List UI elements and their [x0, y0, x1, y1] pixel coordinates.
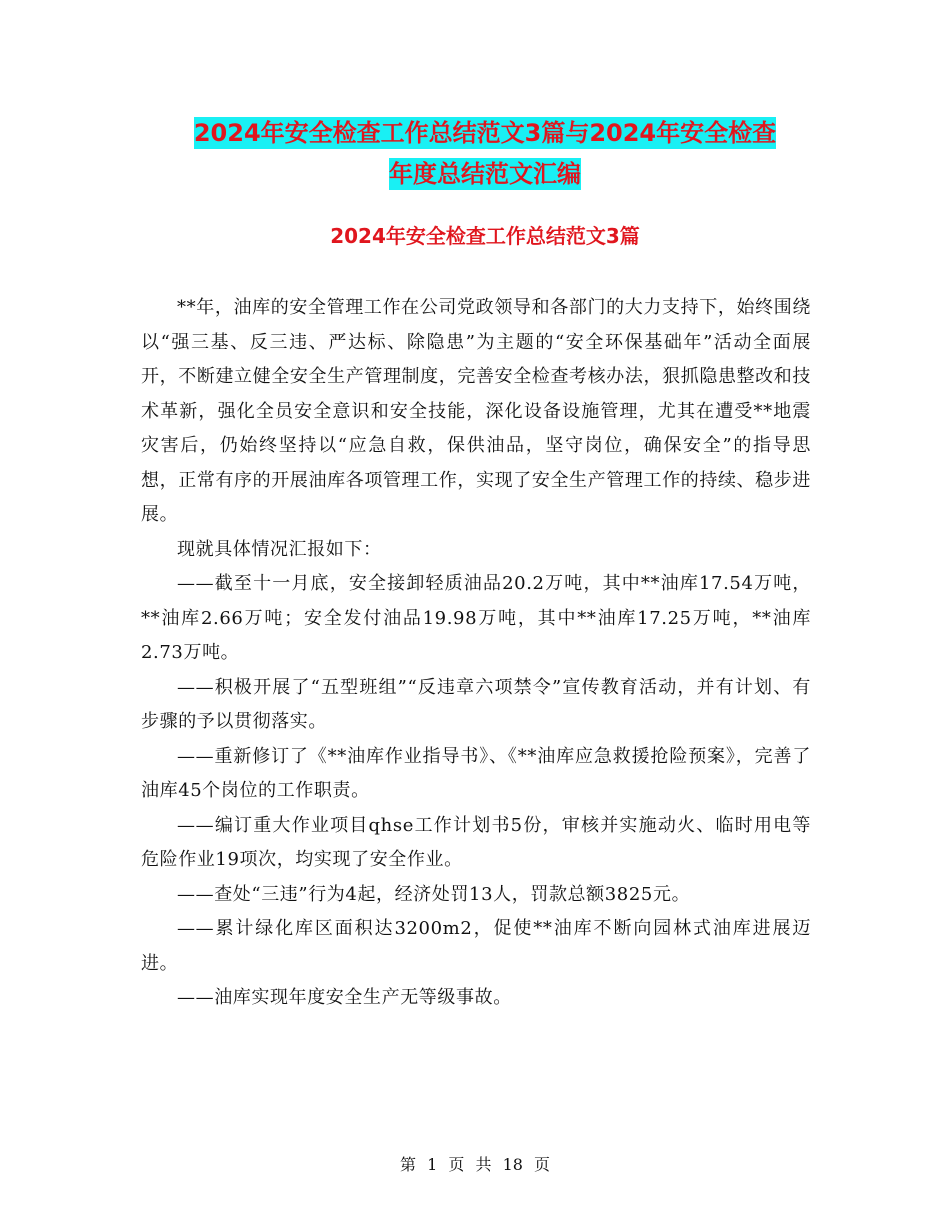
body-paragraph: ——编订重大作业项目qhse工作计划书5份，审核并实施动火、临时用电等危险作业19项次，均实现了安全作业。: [141, 814, 811, 870]
document-title-line-1: [140, 112, 830, 154]
title-highlight: 2024年安全检查工作总结范文3篇与2024年安全检查: [193, 119, 777, 147]
body-paragraph: ——重新修订了《**油库作业指导书》、《**油库应急救援抢险预案》，完善了油库45个岗位的工作职责。: [141, 745, 811, 801]
document-body: [141, 291, 811, 1016]
footer-label-total: 共: [475, 1155, 492, 1174]
body-paragraph: ——累计绿化库区面积达3200m2，促使**油库不断向园林式油库进展迈进。: [141, 918, 811, 974]
title-highlight: 年度总结范文汇编: [389, 160, 581, 188]
document-title-line-2: [140, 153, 830, 195]
footer-label-of: 页: [448, 1155, 465, 1174]
footer-current-page: 1: [427, 1155, 438, 1174]
body-paragraph: ——截至十一月底，安全接卸轻质油品20.2万吨，其中**油库17.54万吨，**油库2.66万吨；安全发付油品19.98万吨，其中**油库17.25万吨，**油库2.73万吨。: [141, 573, 811, 663]
body-paragraph: ——积极开展了“五型班组”“反违章六项禁令”宣传教育活动，并有计划、有步骤的予以贯彻落实。: [141, 676, 811, 732]
footer-label-page: 第: [399, 1155, 416, 1174]
footer-label-end: 页: [534, 1155, 551, 1174]
body-paragraph: ——查处“三违”行为4起，经济处罚13人，罚款总额3825元。: [177, 883, 691, 905]
body-paragraph: ——油库实现年度安全生产无等级事故。: [177, 987, 512, 1008]
section-title: 2024年安全检查工作总结范文3篇: [330, 224, 640, 248]
body-paragraph: 现就具体情况汇报如下：: [177, 538, 382, 560]
page-footer: [0, 1154, 950, 1176]
body-paragraph: **年，油库的安全管理工作在公司党政领导和各部门的大力支持下，始终围绕以“强三基、反三违、严达标、除隐患”为主题的“安全环保基础年”活动全面展开，不断建立健全安全生产管理制度，完善安全检查考核办法，狠抓隐患整改和技术革新，强化全员安全意识和安全技能，深化设备设施管理，尤其在遭受**地震灾害后，仍始终坚持以“应急自救，保供油品，坚守岗位，确保安全”的指导思想，正常有序的开展油库各项管理工作，实现了安全生产管理工作的持续、稳步进展。: [141, 297, 811, 525]
footer-total-pages: 18: [502, 1155, 523, 1174]
